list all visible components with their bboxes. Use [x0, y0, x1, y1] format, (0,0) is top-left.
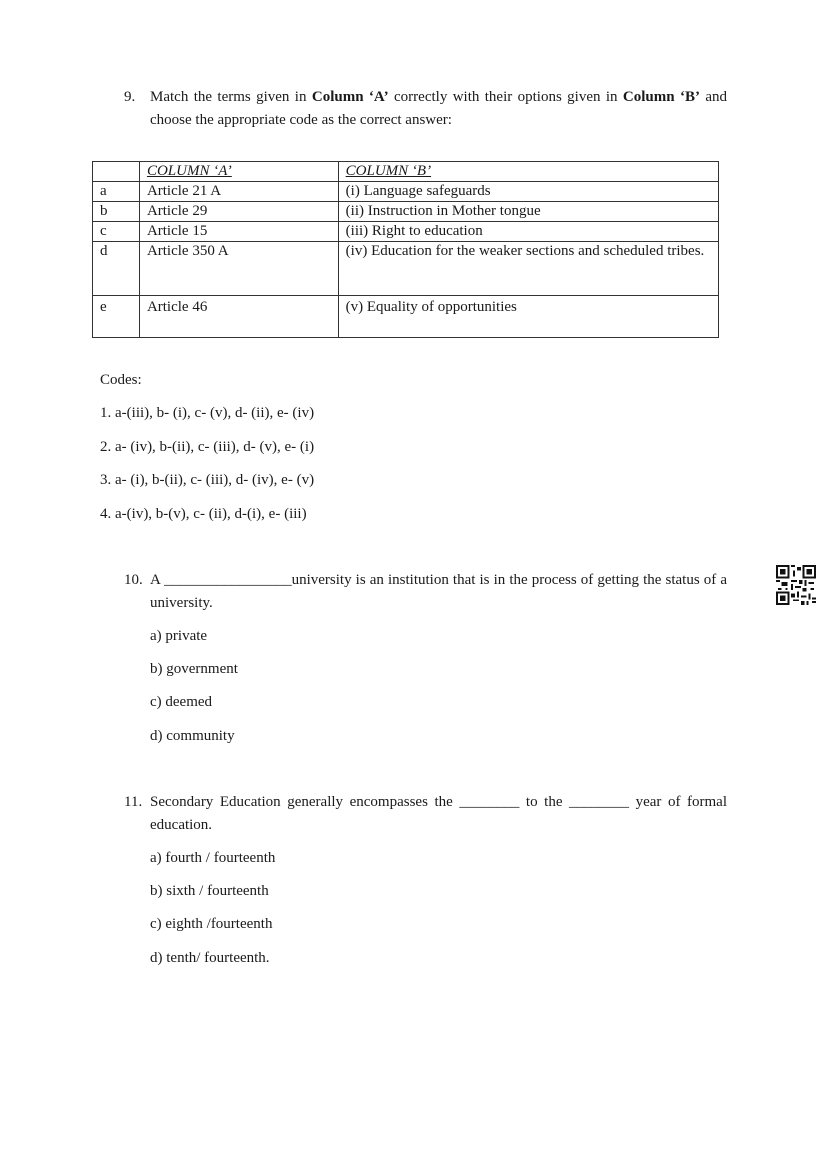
- row-option: (iii) Right to education: [338, 222, 718, 242]
- row-option: (ii) Instruction in Mother tongue: [338, 202, 718, 222]
- q11-option: a) fourth / fourteenth: [150, 850, 276, 866]
- q9-number: 9.: [124, 89, 136, 105]
- row-option: (v) Equality of opportunities: [338, 296, 718, 338]
- q11-option: c) eighth /fourteenth: [150, 916, 273, 932]
- code-option: 2. a- (iv), b-(ii), c- (iii), d- (v), e- (i): [100, 439, 315, 455]
- row-term: Article 15: [139, 222, 338, 242]
- row-key: d: [93, 242, 140, 296]
- q10-option: c) deemed: [150, 694, 213, 710]
- table-row: [93, 296, 719, 338]
- column-a-header: COLUMN ‘A’: [139, 162, 338, 182]
- qr-code-icon: [776, 565, 816, 605]
- row-key: c: [93, 222, 140, 242]
- q10-option: d) community: [150, 728, 235, 744]
- codes-label: Codes:: [100, 372, 142, 388]
- table-row: [93, 222, 719, 242]
- code-option: 4. a-(iv), b-(v), c- (ii), d-(i), e- (iii): [100, 506, 307, 522]
- row-option: (iv) Education for the weaker sections and scheduled tribes.: [338, 242, 718, 296]
- q11-option: b) sixth / fourteenth: [150, 883, 269, 899]
- table-row: [93, 242, 719, 296]
- table-header-row: [93, 162, 719, 182]
- q10-option: a) private: [150, 628, 208, 644]
- column-b-header: COLUMN ‘B’: [338, 162, 718, 182]
- q9-match-table: [92, 161, 719, 338]
- row-option: (i) Language safeguards: [338, 182, 718, 202]
- q11-number: 11.: [124, 794, 143, 810]
- q11-option: d) tenth/ fourteenth.: [150, 950, 270, 966]
- row-key: a: [93, 182, 140, 202]
- q10-option: b) government: [150, 661, 238, 677]
- table-row: [93, 202, 719, 222]
- row-term: Article 350 A: [139, 242, 338, 296]
- q11-question-text: Secondary Education generally encompasses the ________ to the ________ year of formal education.: [150, 794, 727, 833]
- row-term: Article 21 A: [139, 182, 338, 202]
- row-key: e: [93, 296, 140, 338]
- row-term: Article 29: [139, 202, 338, 222]
- row-key: b: [93, 202, 140, 222]
- table-header-blank: [93, 162, 140, 182]
- q9-question-text: Match the terms given in Column ‘A’ correctly with their options given in Column ‘B’ and choose the appropriate code as the correct answer:: [150, 89, 728, 128]
- table-row: [93, 182, 719, 202]
- row-term: Article 46: [139, 296, 338, 338]
- code-option: 1. a-(iii), b- (i), c- (v), d- (ii), e- (iv): [100, 405, 315, 421]
- q10-question-text: A _________________university is an institution that is in the process of getting the status of a university.: [150, 572, 727, 611]
- q10-number: 10.: [124, 572, 143, 588]
- code-option: 3. a- (i), b-(ii), c- (iii), d- (iv), e- (v): [100, 472, 315, 488]
